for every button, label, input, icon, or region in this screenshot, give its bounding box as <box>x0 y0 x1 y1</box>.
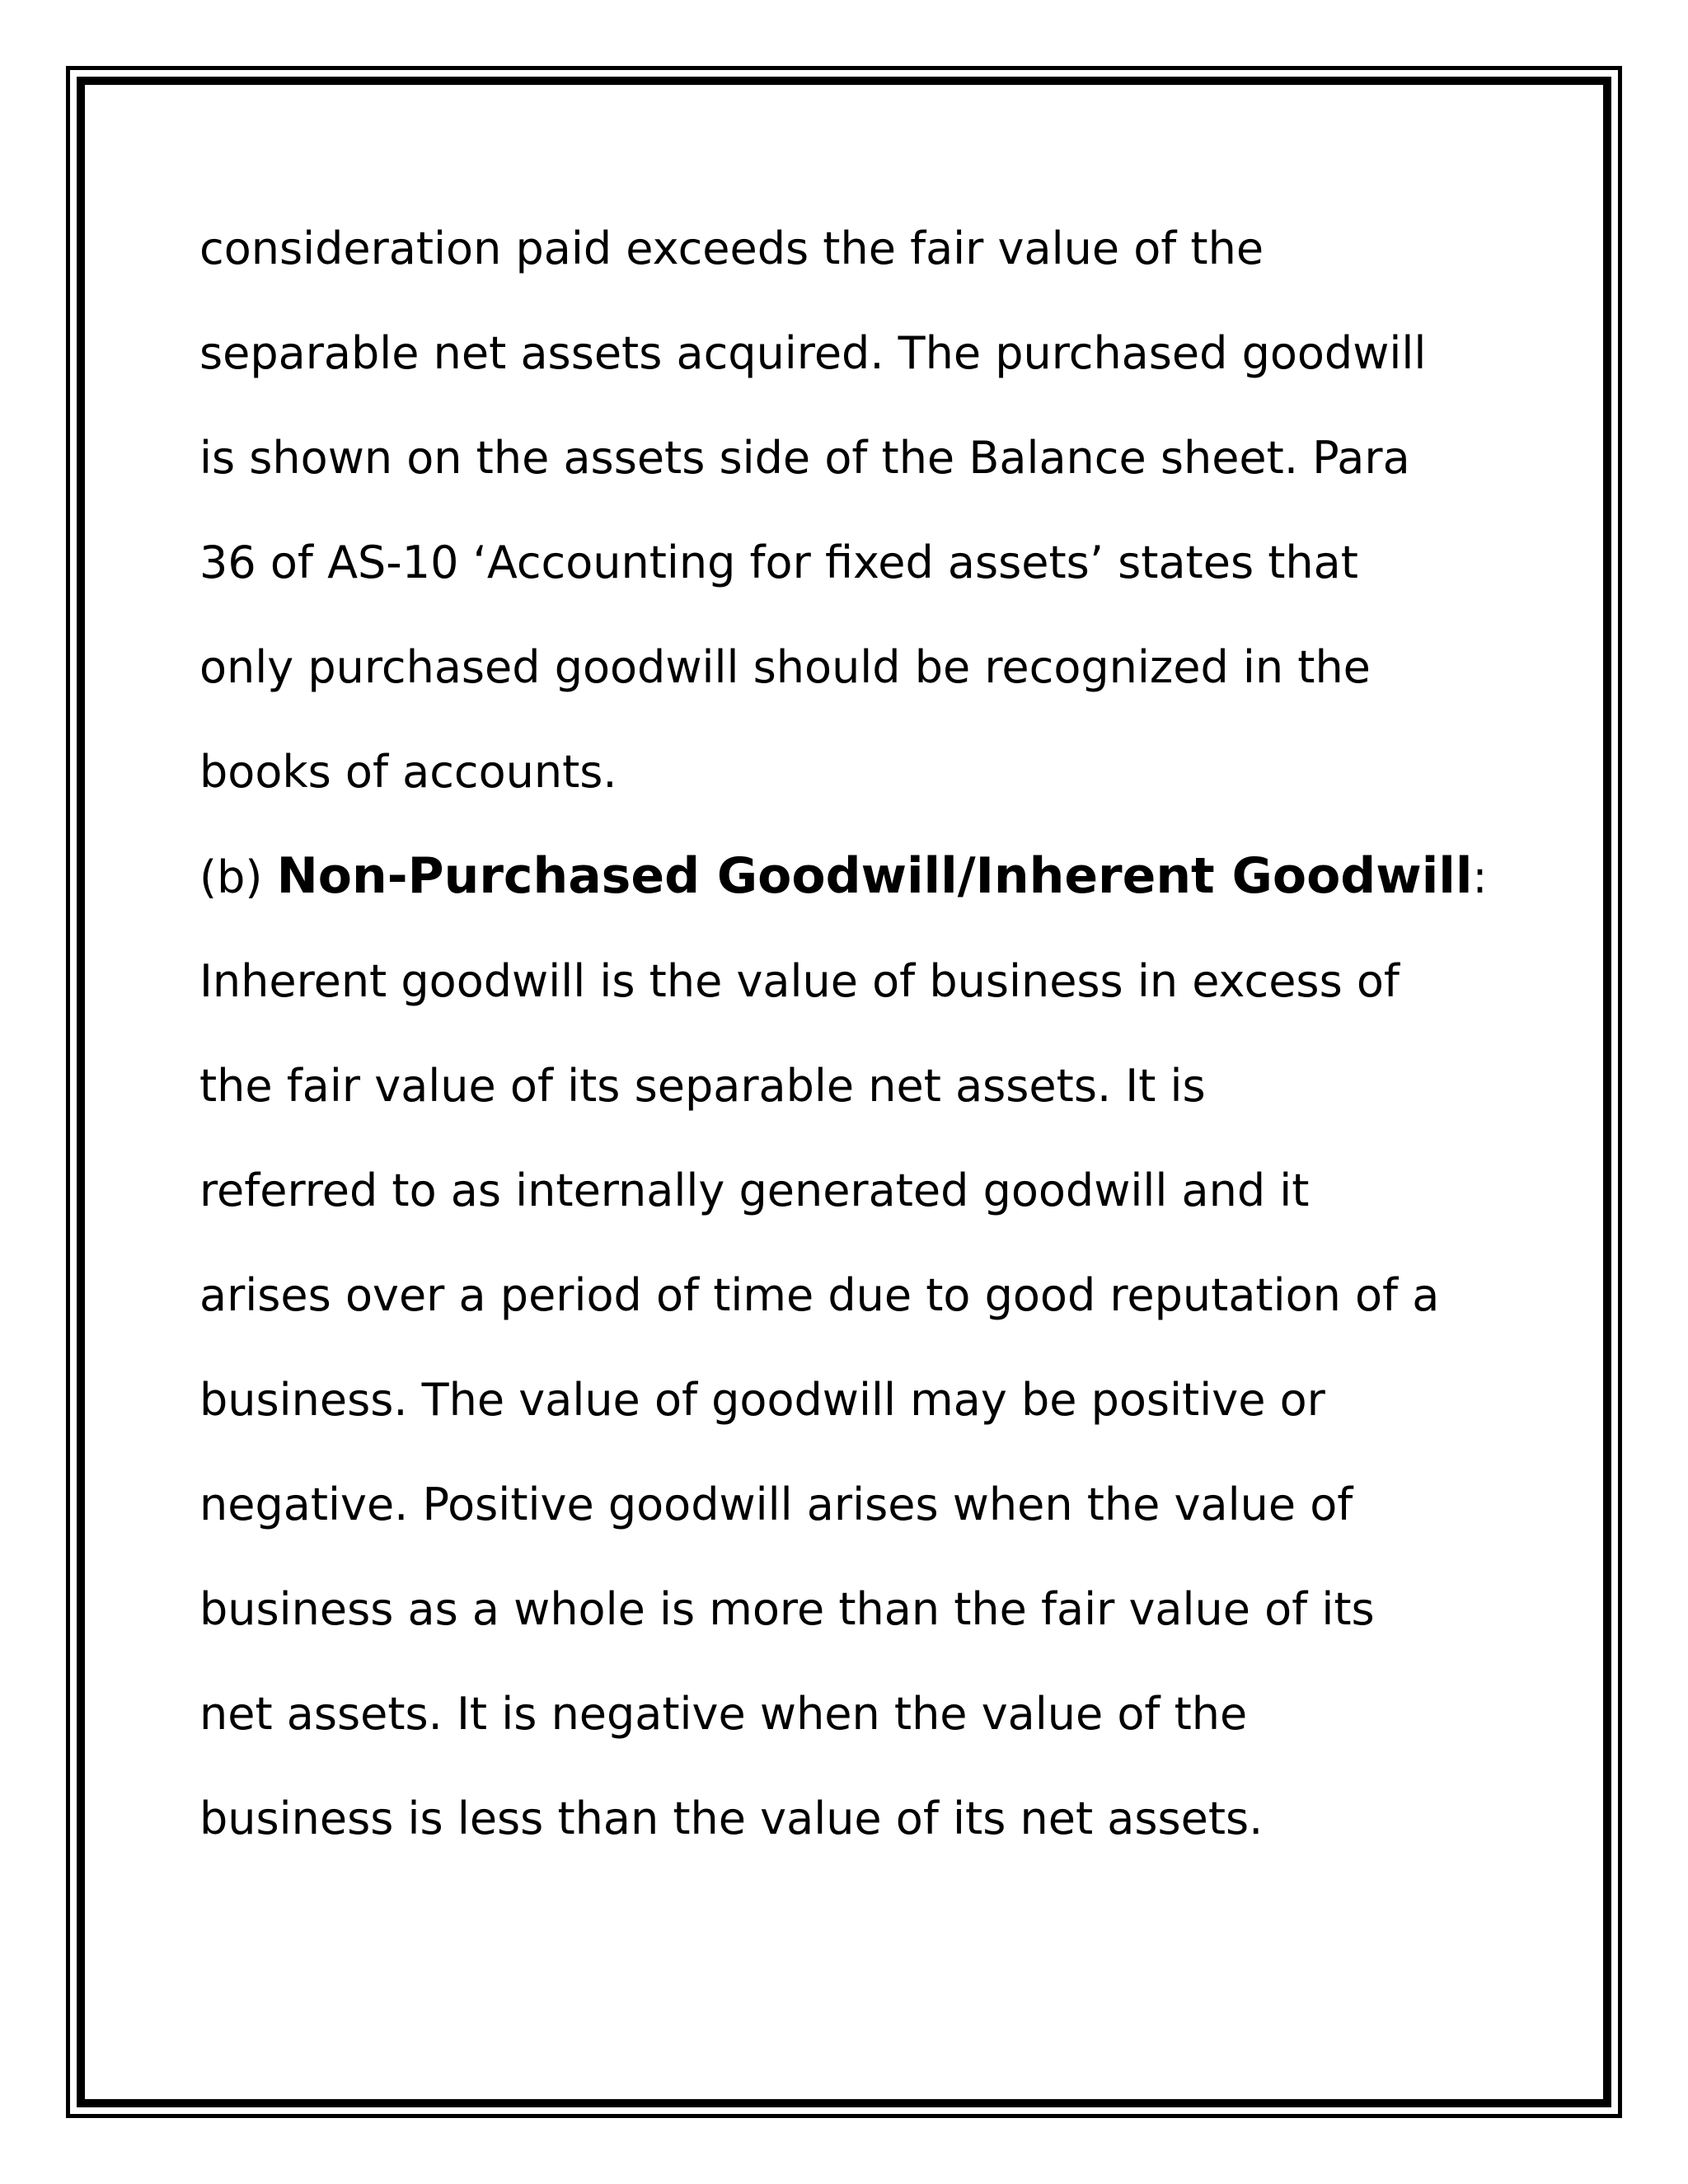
text-line: only purchased goodwill should be recognized in the <box>199 641 1371 693</box>
text-line: business. The value of goodwill may be positive or <box>199 1374 1325 1426</box>
heading-title: Non-Purchased Goodwill/Inherent Goodwill <box>276 847 1473 905</box>
text-line: arises over a period of time due to good reputation of a <box>199 1269 1440 1321</box>
section-heading <box>199 824 1535 929</box>
text-line: referred to as internally generated goodwill and it <box>199 1165 1310 1216</box>
text-line: consideration paid exceeds the fair value of the <box>199 223 1264 274</box>
page-content <box>199 196 1535 1871</box>
text-line: Inherent goodwill is the value of business in excess of <box>199 955 1400 1007</box>
text-line: business is less than the value of its net assets. <box>199 1793 1264 1844</box>
text-line: negative. Positive goodwill arises when the value of <box>199 1479 1353 1530</box>
text-line: separable net assets acquired. The purchased goodwill <box>199 327 1427 379</box>
text-line: is shown on the assets side of the Balance sheet. Para <box>199 432 1410 484</box>
text-line: 36 of AS-10 ‘Accounting for fixed assets’ states that <box>199 537 1358 588</box>
text-line: books of accounts. <box>199 746 617 798</box>
text-line: the fair value of its separable net assets. It is <box>199 1060 1206 1112</box>
heading-prefix: (b) <box>199 851 277 903</box>
text-line: business as a whole is more than the fair value of its <box>199 1583 1375 1635</box>
heading-suffix: : <box>1472 851 1488 903</box>
text-line: net assets. It is negative when the value of the <box>199 1688 1248 1740</box>
